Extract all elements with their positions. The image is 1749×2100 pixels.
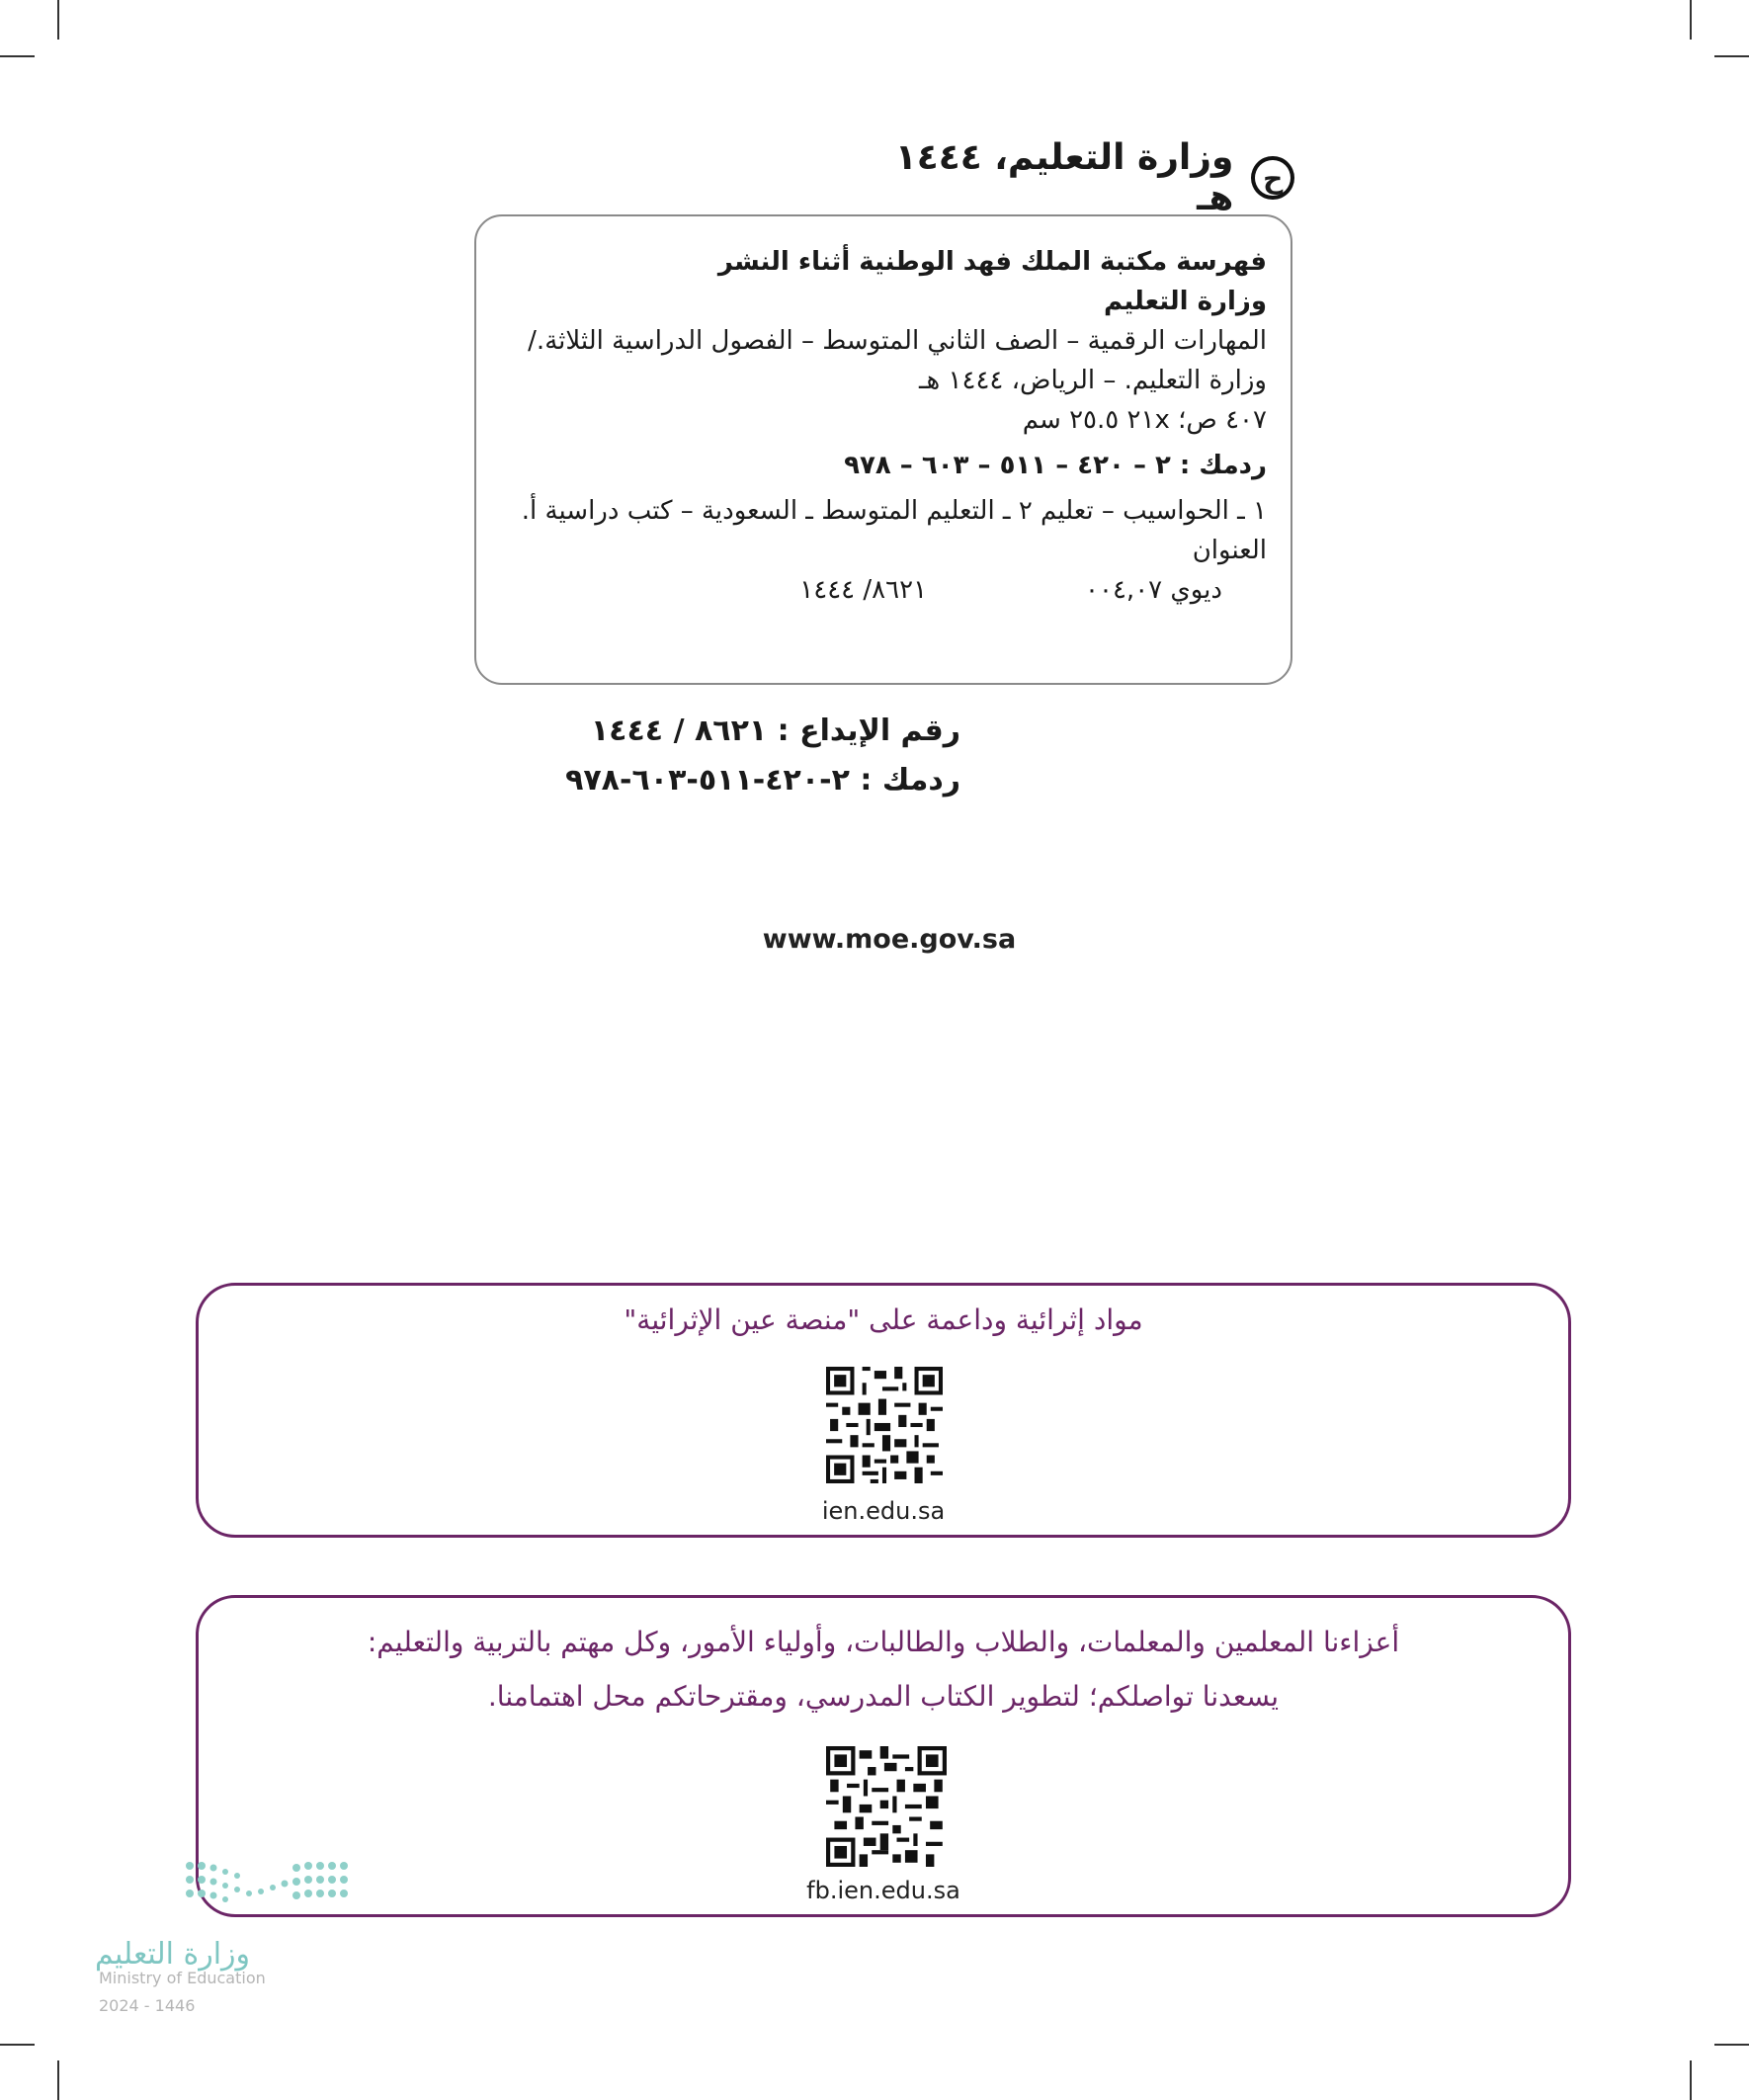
ministry-name-arabic: وزارة التعليم [95, 1937, 251, 1972]
catalog-dewey-row [516, 570, 1267, 610]
deposit-block [534, 707, 960, 805]
website-link[interactable]: www.moe.gov.sa [762, 924, 1017, 955]
crop-mark [1714, 2044, 1749, 2046]
isbn-number: ردمك : ٢-٤٢٠-٥١١-٦٠٣-٩٧٨ [565, 763, 960, 798]
enrichment-panel [196, 1283, 1571, 1538]
crop-mark [57, 0, 59, 40]
feedback-line-1: أعزاءنا المعلمين والمعلمات، والطلاب والطالبات، وأولياء الأمور، وكل مهتم بالتربية والتعليم: [367, 1626, 1400, 1658]
crop-mark [0, 55, 35, 57]
enrichment-title: مواد إثرائية وداعمة على "منصة عين الإثرائية" [624, 1303, 1143, 1336]
catalog-pages: ٤٠٧ ص؛ ٢١x ٢٥.٥ سم [1022, 405, 1267, 435]
copyright-text: وزارة التعليم، ١٤٤٤ هـ [894, 137, 1234, 218]
ministry-dots-icon [184, 1858, 381, 1917]
ministry-name-english: Ministry of Education [99, 1969, 266, 1987]
copyright-line [850, 137, 1294, 218]
qr-code-icon[interactable] [826, 1367, 943, 1483]
enrichment-url[interactable]: ien.edu.sa [821, 1497, 946, 1525]
feedback-url[interactable]: fb.ien.edu.sa [806, 1877, 960, 1904]
crop-mark [57, 2060, 59, 2100]
catalog-dewey-number: ٨٦٢١/ ١٤٤٤ [799, 575, 928, 605]
crop-mark [0, 2044, 35, 2046]
crop-mark [1714, 55, 1749, 57]
deposit-number: رقم الإيداع : ٨٦٢١ / ١٤٤٤ [590, 714, 960, 748]
ministry-logo [95, 1858, 352, 2016]
copyright-symbol: ح [1251, 156, 1294, 200]
catalog-dewey: ديوي ٠٠٤,٠٧ [1085, 575, 1222, 605]
catalog-isbn: ردمك : ٢ – ٤٢٠ – ٥١١ – ٦٠٣ – ٩٧٨ [844, 451, 1267, 480]
catalog-subjects: ١ ـ الحواسيب – تعليم ٢ ـ التعليم المتوسط ـ السعودية – كتب دراسية أ. العنوان [521, 496, 1267, 565]
ministry-year: 2024 - 1446 [99, 1996, 196, 2015]
catalog-description: المهارات الرقمية – الصف الثاني المتوسط – الفصول الدراسية الثلاثة./ وزارة التعليم. – الرياض، ١٤٤٤ هـ [528, 326, 1267, 395]
cataloging-box [474, 214, 1292, 685]
feedback-line-2: يسعدنا تواصلكم؛ لتطوير الكتاب المدرسي، ومقترحاتكم محل اهتمامنا. [487, 1680, 1280, 1713]
catalog-author: وزارة التعليم [1104, 287, 1267, 316]
feedback-panel [196, 1595, 1571, 1917]
crop-mark [1690, 0, 1692, 40]
crop-mark [1690, 2060, 1692, 2100]
qr-code-icon[interactable] [826, 1746, 947, 1867]
catalog-heading: فهرسة مكتبة الملك فهد الوطنية أثناء النشر [717, 247, 1267, 277]
